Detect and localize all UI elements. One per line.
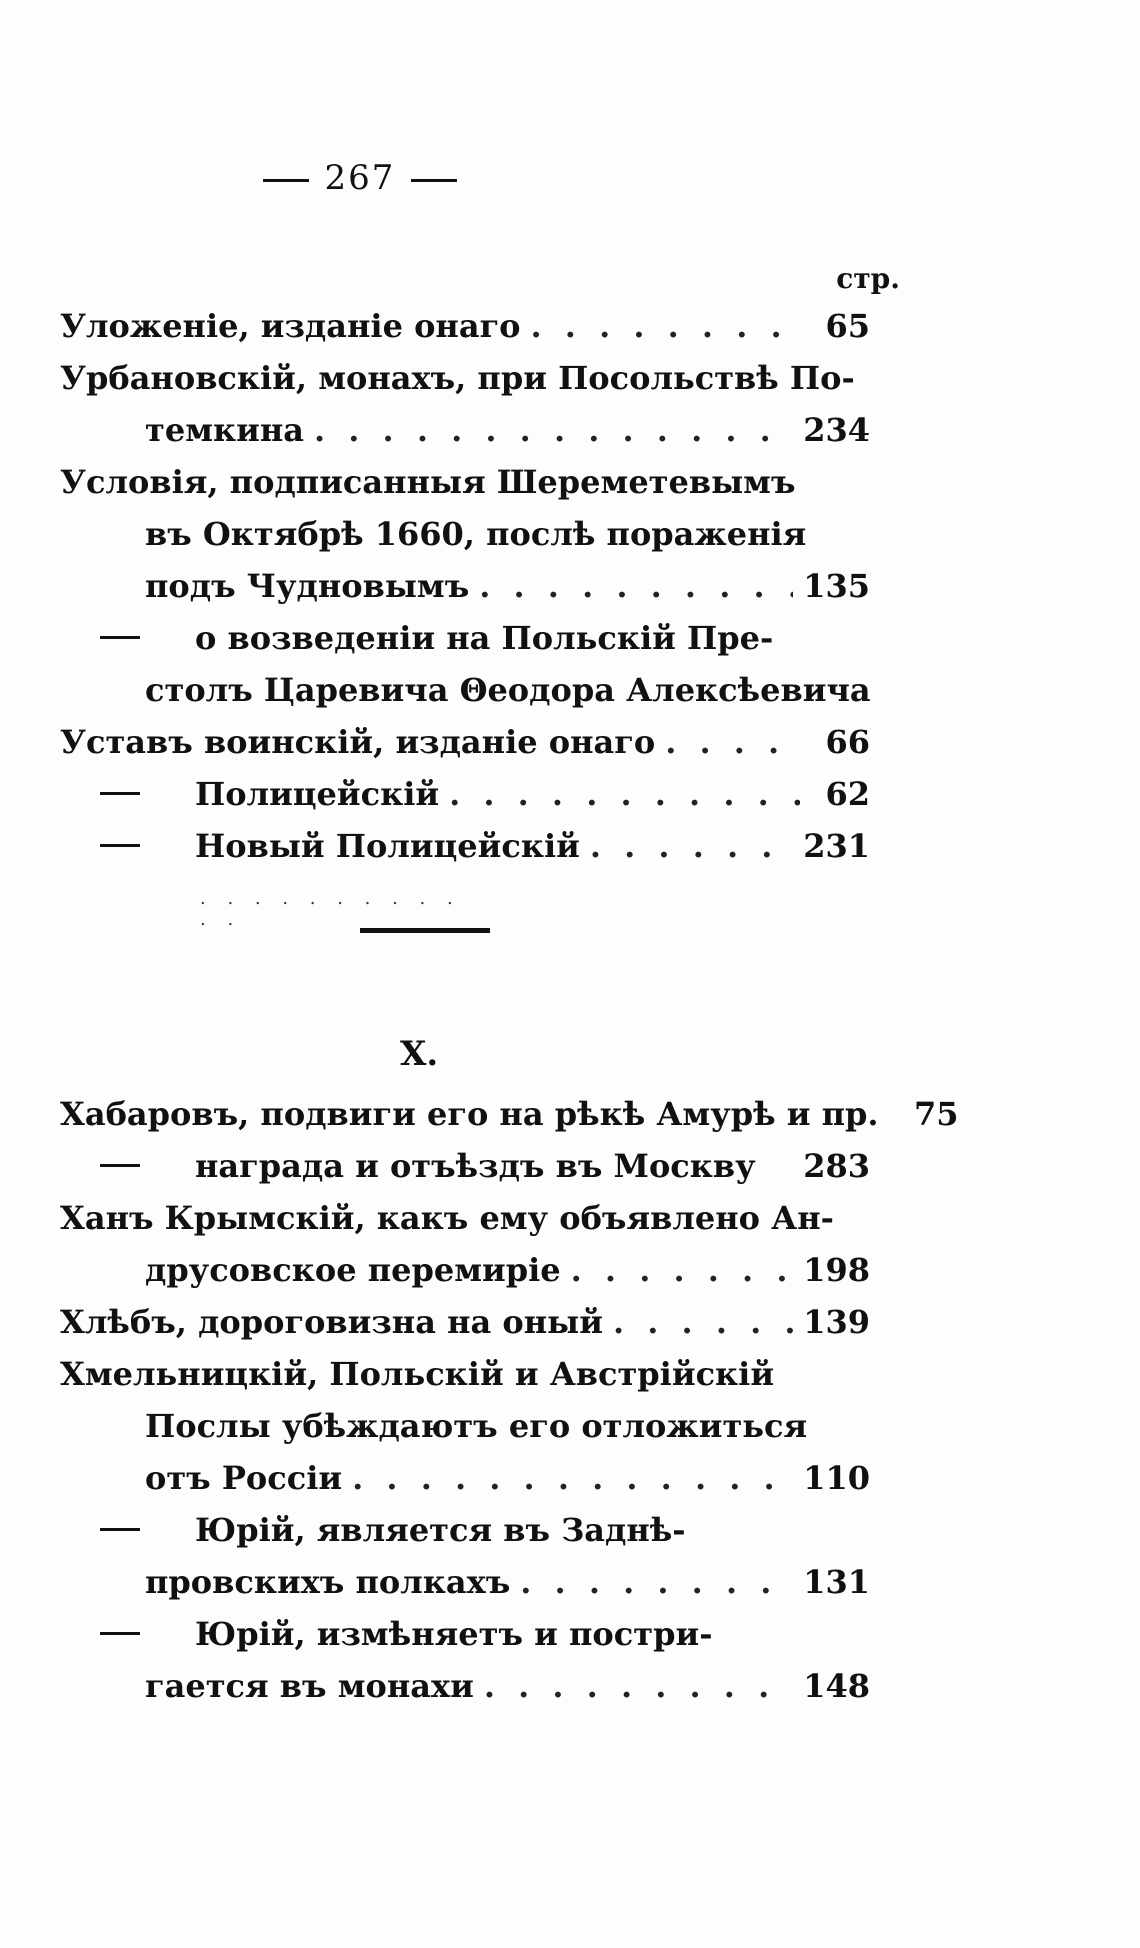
index-subentry: о возведеніи на Польскій Пре-	[60, 612, 870, 664]
index-subentry: Новый Полицейскій . . . 231	[60, 820, 870, 872]
index-entry: подъ Чудновымъ . . . 135	[60, 560, 870, 612]
index-section-h	[60, 1088, 959, 1712]
index-entry: Хмельницкій, Польскій и Австрійскій	[60, 1355, 775, 1393]
repeat-dash	[100, 1528, 140, 1531]
page-number-dash-right	[411, 179, 457, 182]
repeat-dash	[100, 844, 140, 847]
section-letter: Х.	[400, 1034, 439, 1074]
index-entry: Ханъ Крымскій, какъ ему объявлено Ан-	[60, 1199, 834, 1237]
index-entry: Хабаровъ, подвиги его на рѣкѣ Амурѣ и пр. 75	[60, 1095, 959, 1133]
repeat-dash	[100, 1164, 140, 1167]
column-header-pages: стр.	[836, 262, 900, 295]
index-subentry: награда и отъѣздъ въ Москву 283	[60, 1140, 870, 1192]
index-entry: друсовское перемиріе . . . 198	[60, 1244, 870, 1296]
index-entry: Уложеніе, изданіе онаго . . . 65	[60, 300, 870, 352]
section-divider	[360, 928, 490, 933]
index-entry: столъ Царевича Θеодора Алексѣевича	[145, 671, 871, 709]
index-entry: Хлѣбъ, дороговизна на оный . . . 139	[60, 1296, 870, 1348]
index-entry: гается въ монахи . . . 148	[60, 1660, 870, 1712]
page-number-dash-left	[263, 179, 309, 182]
decorative-dots: . . . . . . . . . . . .	[200, 888, 461, 930]
index-subentry: Юрій, измѣняетъ и постри-	[60, 1608, 870, 1660]
index-entry: Послы убѣждаютъ его отложиться	[145, 1407, 808, 1445]
index-entry: провскихъ полкахъ . . . 131	[60, 1556, 870, 1608]
index-entry: Условія, подписанныя Шереметевымъ	[60, 463, 796, 501]
index-entry: Уставъ воинскій, изданіе онаго . . . 66	[60, 716, 870, 768]
index-entry: Урбановскій, монахъ, при Посольствѣ По-	[60, 359, 855, 397]
page-number: 267	[0, 158, 720, 198]
repeat-dash	[100, 1632, 140, 1635]
index-entry: отъ Россіи . . . 110	[60, 1452, 870, 1504]
repeat-dash	[100, 792, 140, 795]
repeat-dash	[100, 636, 140, 639]
index-entry: темкина . . . 234	[60, 404, 870, 456]
index-subentry: Юрій, является въ Заднѣ-	[60, 1504, 870, 1556]
index-entry: въ Октябрѣ 1660, послѣ пораженія	[145, 515, 807, 553]
index-subentry: Полицейскій . . . 62	[60, 768, 870, 820]
index-section-u	[60, 300, 870, 872]
